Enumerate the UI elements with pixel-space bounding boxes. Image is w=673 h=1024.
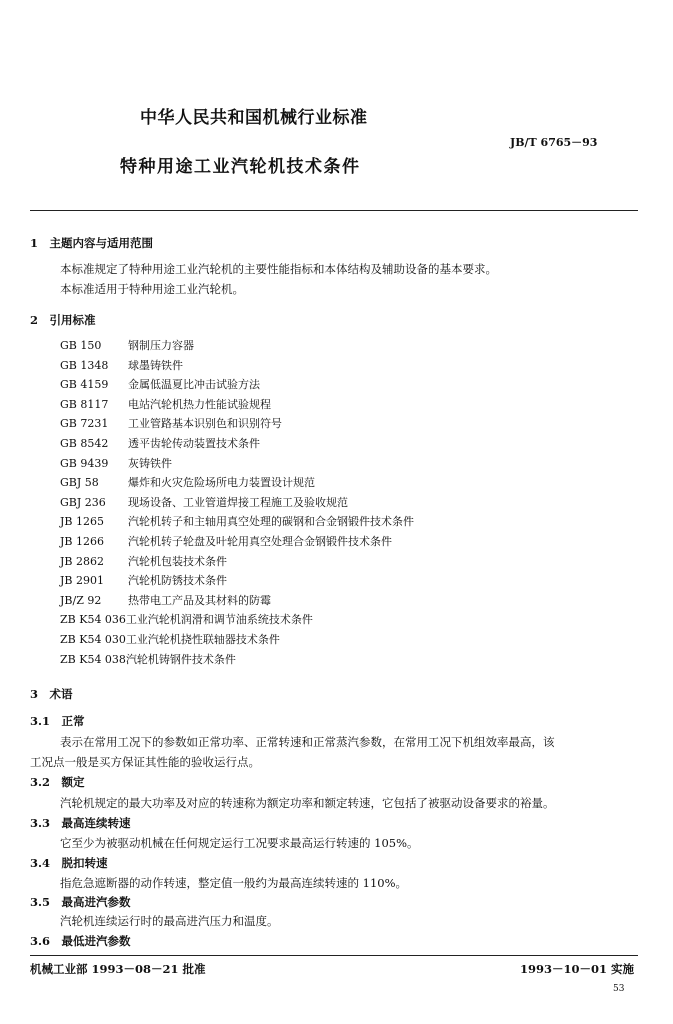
ref-title: 透平齿轮传动装置技术条件 [128, 436, 260, 450]
section-3-3-text: 它至少为被驱动机械在任何规定运行工况要求最高运行转速的 105%。 [60, 836, 419, 850]
section-1-heading: 1 主题内容与适用范围 [30, 236, 154, 250]
ref-code: GBJ 58 [60, 476, 99, 490]
page-title: 特种用途工业汽轮机技术条件 [120, 157, 361, 177]
ref-code: GBJ 236 [60, 495, 106, 509]
section-3-heading: 3 术语 [30, 687, 73, 701]
ref-code: ZB K54 038 [60, 652, 126, 666]
section-3-5-text: 汽轮机连续运行时的最高进汽压力和温度。 [60, 914, 279, 928]
reference-list [60, 337, 414, 670]
section-3-6-heading: 3.6 最低进汽参数 [30, 934, 131, 948]
ref-title: 爆炸和火灾危险场所电力装置设计规范 [128, 476, 315, 490]
ref-title: 汽轮机转子和主轴用真空处理的碳钢和合金钢锻件技术条件 [128, 515, 414, 529]
section-3-2-text: 汽轮机规定的最大功率及对应的转速称为额定功率和额定转速，它包括了被驱动设备要求的裕量。 [60, 796, 555, 810]
ref-code: ZB K54 036 [60, 613, 126, 627]
ref-title: 工业管路基本识别色和识别符号 [128, 417, 282, 431]
ref-code: ZB K54 030 [60, 632, 126, 646]
section-3-5-heading: 3.5 最高进汽参数 [30, 895, 131, 909]
ref-code: GB 150 [60, 339, 102, 352]
section-3-2-heading: 3.2 额定 [30, 775, 85, 789]
ref-code: GB 7231 [60, 417, 109, 431]
page-number: 53 [613, 984, 625, 994]
reference-item [60, 435, 414, 455]
reference-item [60, 396, 414, 416]
ref-code: JB/Z 92 [60, 593, 102, 607]
implementation-date: 1993－10－01 实施 [520, 962, 635, 976]
ref-title: 钢制压力容器 [128, 339, 194, 352]
ref-title: 工业汽轮机润滑和调节油系统技术条件 [125, 613, 313, 627]
ref-title: 工业汽轮机挠性联轴器技术条件 [125, 632, 280, 646]
ref-code: JB 2862 [60, 554, 104, 568]
ref-title: 电站汽轮机热力性能试验规程 [128, 397, 271, 411]
ref-code: JB 1265 [60, 515, 104, 529]
reference-item [60, 357, 414, 377]
reference-item [60, 572, 414, 592]
approval-date: 机械工业部 1993－08－21 批准 [30, 962, 206, 976]
reference-item [60, 494, 414, 514]
reference-item [60, 592, 414, 612]
reference-item [60, 455, 414, 475]
ref-code: GB 8542 [60, 436, 109, 450]
ref-code: JB 2901 [60, 574, 104, 588]
reference-item [60, 651, 414, 671]
reference-item [60, 474, 414, 494]
ref-title: 球墨铸铁件 [128, 358, 183, 372]
section-3-1-heading: 3.1 正常 [30, 714, 85, 728]
standard-number: JB/T 6765－93 [510, 136, 598, 149]
ref-code: GB 9439 [60, 456, 109, 470]
reference-item [60, 533, 414, 553]
section-1-para-1: 本标准规定了特种用途工业汽轮机的主要性能指标和本体结构及辅助设备的基本要求。 [60, 262, 497, 276]
section-1-para-2: 本标准适用于特种用途工业汽轮机。 [60, 282, 244, 296]
section-2-heading: 2 引用标准 [30, 313, 96, 327]
section-3-4-heading: 3.4 脱扣转速 [30, 856, 108, 870]
ref-code: GB 8117 [60, 397, 109, 411]
reference-item [60, 631, 414, 651]
ref-title: 金属低温夏比冲击试验方法 [128, 378, 260, 392]
section-3-3-heading: 3.3 最高连续转速 [30, 816, 131, 830]
section-3-1-line-2: 工况点一般是买方保证其性能的验收运行点。 [30, 755, 260, 769]
reference-item [60, 337, 414, 357]
reference-item [60, 611, 414, 631]
standard-body: 中华人民共和国机械行业标准 [140, 108, 368, 128]
ref-title: 灰铸铁件 [128, 456, 172, 470]
top-rule [30, 210, 638, 211]
ref-code: GB 1348 [60, 358, 109, 372]
ref-code: GB 4159 [60, 378, 109, 392]
ref-title: 汽轮机包装技术条件 [128, 554, 227, 568]
reference-item [60, 553, 414, 573]
ref-title: 汽轮机铸钢件技术条件 [125, 652, 236, 666]
ref-title: 现场设备、工业管道焊接工程施工及验收规范 [128, 495, 348, 509]
section-3-4-text: 指危急遮断器的动作转速，整定值一般约为最高连续转速的 110%。 [60, 876, 408, 890]
ref-title: 汽轮机转子轮盘及叶轮用真空处理合金钢锻件技术条件 [128, 534, 392, 548]
reference-item [60, 376, 414, 396]
ref-code: JB 1266 [60, 534, 104, 548]
reference-item [60, 415, 414, 435]
section-3-1-line-1: 表示在常用工况下的参数如正常功率、正常转速和正常蒸汽参数，在常用工况下机组效率最高，该 [60, 735, 555, 749]
ref-title: 热带电工产品及其材料的防霉 [128, 593, 271, 607]
reference-item [60, 513, 414, 533]
ref-title: 汽轮机防锈技术条件 [128, 574, 227, 588]
bottom-rule [30, 955, 638, 956]
